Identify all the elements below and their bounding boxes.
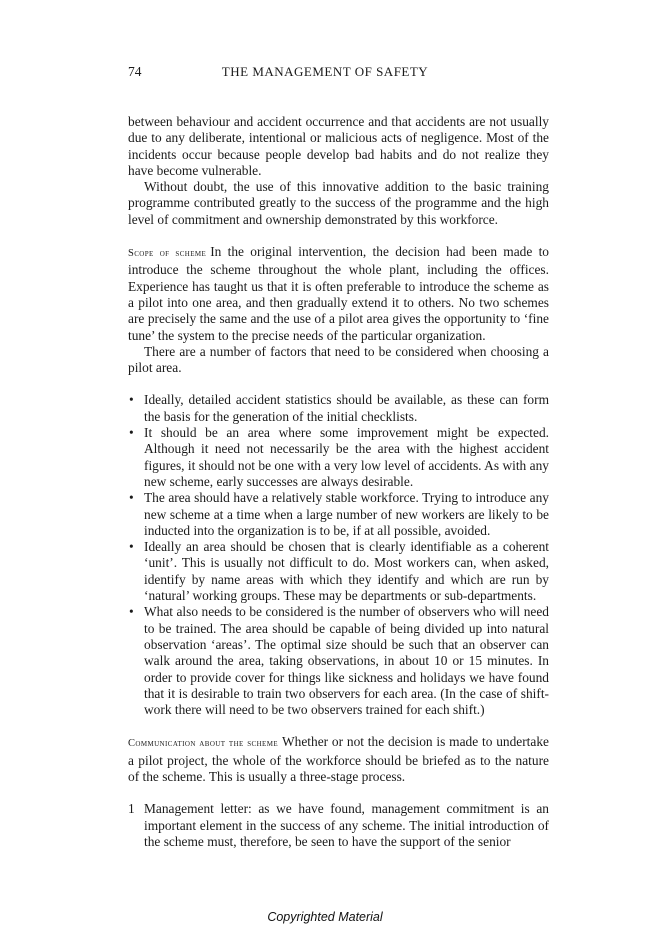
section-heading-communication: Communication about the scheme xyxy=(128,738,278,750)
step-text: Management letter: as we have found, management commitment is an important element in the success of any scheme. The initial introduction of the scheme must, therefore, be seen to have the support of the senior xyxy=(144,801,549,849)
running-head: THE MANAGEMENT OF SAFETY xyxy=(221,64,429,79)
numbered-list xyxy=(128,801,549,850)
step-number: 1 xyxy=(128,801,135,817)
scope-paragraph xyxy=(128,244,549,344)
spacer xyxy=(128,228,549,244)
paragraph: There are a number of factors that need to be considered when choosing a pilot area. xyxy=(128,343,549,376)
scope-text: In the original intervention, the decision had been made to introduce the scheme throughout the whole plant, including the offices. Experience has taught us that it is often preferable to introduce the scheme as a pilot into one area, and then gradually extend it to others. No two schemes are precisely the same and the use of a pilot area gives the opportunity to ‘fine tune’ the system to the precise needs of the particular organization. xyxy=(128,244,549,343)
list-item: • Ideally an area should be chosen that is clearly identifiable as a coherent ‘unit’. This is usually not difficult to do. Most workers can, when asked, identify by name areas with which they identify and which are run by ‘natural’ working groups. These may be departments or sub-departments. xyxy=(128,539,549,604)
communication-paragraph xyxy=(128,734,549,785)
list-item: • It should be an area where some improvement might be expected. Although it need not necessarily be the area with the highest accident figures, it should not be one with a very low level of accidents. As with any new scheme, early successes are always desirable. xyxy=(128,425,549,490)
section-heading-scope: Scope of scheme xyxy=(128,248,207,260)
list-item: • Ideally, detailed accident statistics should be available, as these can form the basis for the generation of the initial checklists. xyxy=(128,392,549,425)
paragraph: Without doubt, the use of this innovative addition to the basic training programme contributed greatly to the success of the programme and the high level of commitment and ownership demonstrated by this workforce. xyxy=(128,179,549,227)
communication-text: Whether or not the decision is made to undertake a pilot project, the whole of the workforce should be briefed as to the nature of the scheme. This is usually a three-stage process. xyxy=(128,734,549,784)
spacer xyxy=(128,785,549,801)
bullet-list xyxy=(128,392,549,718)
body-text xyxy=(128,114,549,850)
page-number: 74 xyxy=(128,64,142,79)
spacer xyxy=(128,376,549,392)
spacer xyxy=(128,718,549,734)
copyright-footer: Copyrighted Material xyxy=(267,910,383,924)
paragraph: between behaviour and accident occurrence and that accidents are not usually due to any deliberate, intentional or malicious acts of negligence. Most of the incidents occur because people develop bad habits and do not realize they have become vulnerable. xyxy=(128,114,549,178)
list-item: • What also needs to be considered is the number of observers who will need to be trained. The area should be capable of being divided up into natural observation ‘areas’. The optimal size should be such that an observer can walk around the area, taking observations, in about 10 or 15 minutes. In order to provide cover for things like sickness and holidays we have found that it is desirable to train two observers for each area. (In the case of shift-work there will need to be two observers trained for each shift.) xyxy=(128,604,549,718)
list-item xyxy=(128,801,549,850)
list-item: • The area should have a relatively stable workforce. Trying to introduce any new scheme at a time when a large number of new workers are likely to be inducted into the organization is to be, if at all possible, avoided. xyxy=(128,490,549,539)
